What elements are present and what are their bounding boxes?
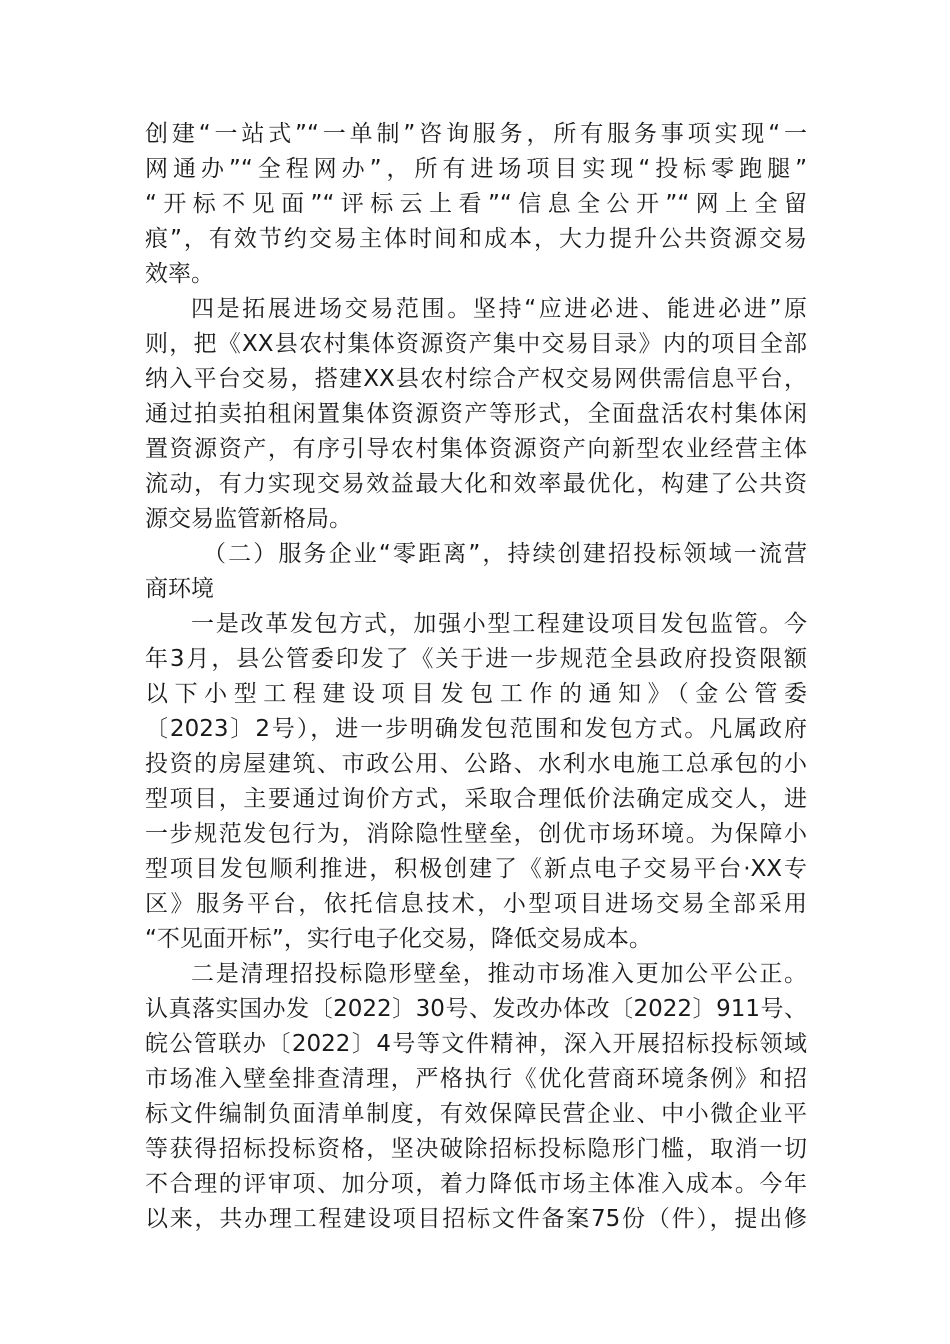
- text-line: 一步规范发包行为，消除隐性壁垒，创优市场环境。为保障小: [145, 821, 807, 847]
- section-heading-line: （二）服务企业“零距离”，持续创建招投标领域一流营: [203, 541, 807, 567]
- text-line: 网通办”“全程网办”，所有进场项目实现“投标零跑腿”: [145, 156, 807, 182]
- text-line: “开标不见面”“评标云上看”“信息全公开”“网上全留: [145, 191, 807, 217]
- section-heading-line: 商环境: [145, 576, 214, 602]
- text-line: 痕”，有效节约交易主体时间和成本，大力提升公共资源交易: [145, 226, 807, 252]
- text-line: 标文件编制负面清单制度，有效保障民营企业、中小微企业平: [145, 1101, 807, 1127]
- text-line: 创建“一站式”“一单制”咨询服务，所有服务事项实现“一: [145, 121, 807, 147]
- text-line: 皖公管联办〔2022〕4号等文件精神，深入开展招标投标领域: [145, 1031, 807, 1057]
- paragraph-heading-line: 二是清理招投标隐形壁垒，推动市场准入更加公平公正。: [191, 961, 807, 987]
- text-line: 投资的房屋建筑、市政公用、公路、水利水电施工总承包的小: [145, 751, 807, 777]
- text-line: 通过拍卖拍租闲置集体资源资产等形式，全面盘活农村集体闲: [145, 401, 807, 427]
- text-line: 型项目发包顺利推进，积极创建了《新点电子交易平台·XX专: [145, 856, 807, 882]
- text-line: 效率。: [145, 261, 214, 287]
- paragraph-heading-line: 四是拓展进场交易范围。坚持“应进必进、能进必进”原: [191, 296, 807, 322]
- text-line: 以来，共办理工程建设项目招标文件备案75份（件），提出修: [145, 1206, 807, 1232]
- text-line: 型项目，主要通过询价方式，采取合理低价法确定成交人，进: [145, 786, 807, 812]
- text-line: 纳入平台交易，搭建XX县农村综合产权交易网供需信息平台，: [145, 366, 807, 392]
- paragraph-heading-line: 一是改革发包方式，加强小型工程建设项目发包监管。今: [191, 611, 807, 637]
- text-line: 流动，有力实现交易效益最大化和效率最优化，构建了公共资: [145, 471, 807, 497]
- text-line: 等获得招标投标资格，坚决破除招标投标隐形门槛，取消一切: [145, 1136, 807, 1162]
- text-line: “不见面开标”，实行电子化交易，降低交易成本。: [145, 926, 652, 952]
- text-line: 则，把《XX县农村集体资源资产集中交易目录》内的项目全部: [145, 331, 807, 357]
- text-line: 置资源资产，有序引导农村集体资源资产向新型农业经营主体: [145, 436, 807, 462]
- text-line: 认真落实国办发〔2022〕30号、发改办体改〔2022〕911号、: [145, 996, 807, 1022]
- text-line: 年3月，县公管委印发了《关于进一步规范全县政府投资限额: [145, 646, 807, 672]
- text-line: 区》服务平台，依托信息技术，小型项目进场交易全部采用: [145, 891, 807, 917]
- text-line: 不合理的评审项、加分项，着力降低市场主体准入成本。今年: [145, 1171, 807, 1197]
- text-line: 〔2023〕2号），进一步明确发包范围和发包方式。凡属政府: [145, 716, 807, 742]
- text-line: 市场准入壁垒排查清理，严格执行《优化营商环境条例》和招: [145, 1066, 807, 1092]
- text-line: 以下小型工程建设项目发包工作的通知》（金公管委: [145, 681, 807, 707]
- text-line: 源交易监管新格局。: [145, 506, 352, 532]
